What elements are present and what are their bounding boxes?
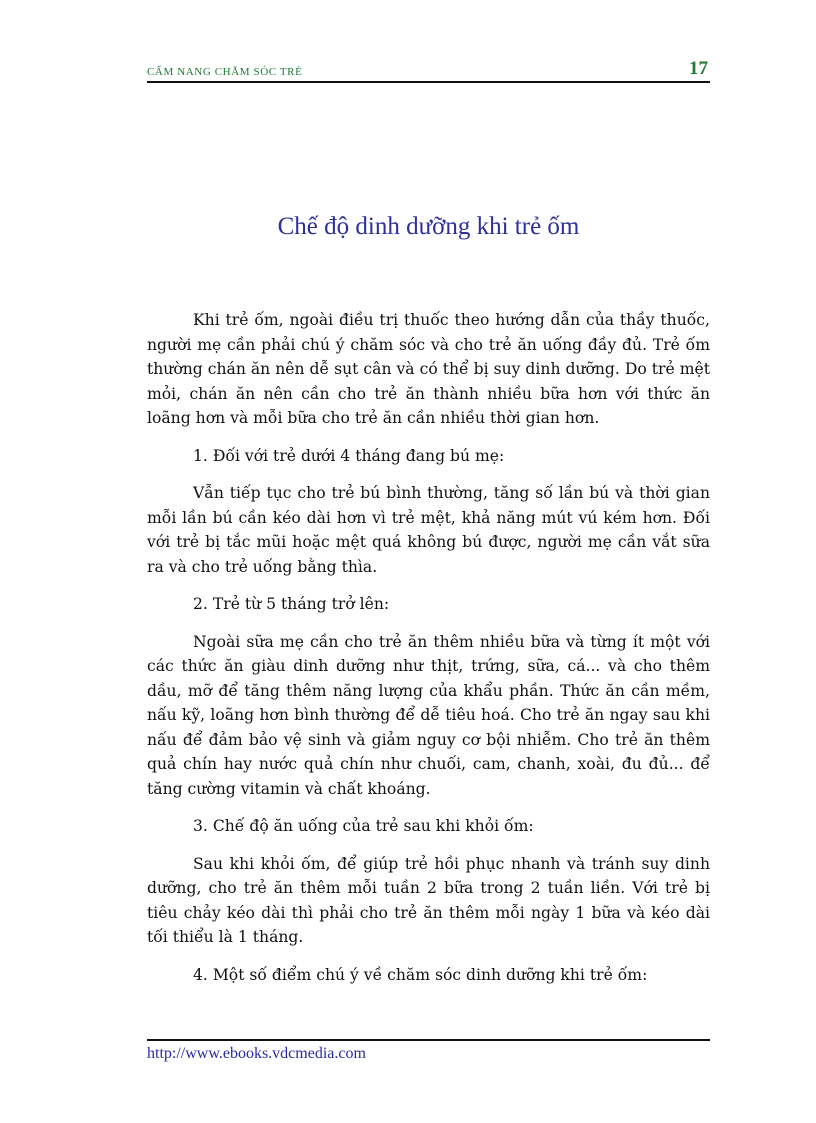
body-text [147,308,710,1000]
section-paragraph-1: Vẫn tiếp tục cho trẻ bú bình thường, tăng số lần bú và thời gian mỗi lần bú cần kéo dài hơn vì trẻ mệt, khả năng mút vú kém hơn. Đối với trẻ bị tắc mũi hoặc mệt quá không bú được, người mẹ cần vắt sữa ra và cho trẻ uống bằng thìa. [147,484,710,576]
section-paragraph-3: Sau khi khỏi ốm, để giúp trẻ hồi phục nhanh và tránh suy dinh dưỡng, cho trẻ ăn thêm mỗi tuần 2 bữa trong 2 tuần liền. Với trẻ bị tiêu chảy kéo dài thì phải cho trẻ ăn thêm mỗi ngày 1 bữa và kéo dài tối thiểu là 1 tháng. [147,854,710,946]
section-paragraph-2: Ngoài sữa mẹ cần cho trẻ ăn thêm nhiều bữa và từng ít một với các thức ăn giàu dinh dưỡng như thịt, trứng, sữa, cá... và cho thêm dầu, mỡ để tăng thêm năng lượng của khẩu phần. Thức ăn cần mềm, nấu kỹ, loãng hơn bình thường để dễ tiêu hoá. Cho trẻ ăn ngay sau khi nấu để đảm bảo vệ sinh và giảm nguy cơ bội nhiễm. Cho trẻ ăn thêm quả chín hay nước quả chín như chuối, cam, chanh, xoài, đu đủ... để tăng cường vitamin và chất khoáng. [147,632,710,798]
footer-website-link[interactable]: http://www.ebooks.vdcmedia.com [147,1045,366,1062]
chapter-title: Chế độ dinh dưỡng khi trẻ ốm [277,213,580,240]
section-heading-3: 3. Chế độ ăn uống của trẻ sau khi khỏi ốm: [193,817,534,835]
section-heading-1: 1. Đối với trẻ dưới 4 tháng đang bú mẹ: [193,446,505,465]
footer-divider [147,1039,710,1041]
section-heading-2: 2. Trẻ từ 5 tháng trở lên: [193,595,390,613]
intro-paragraph: Khi trẻ ốm, ngoài điều trị thuốc theo hướng dẫn của thầy thuốc, người mẹ cần phải chú ý chăm sóc và cho trẻ ăn uống đầy đủ. Trẻ ốm thường chán ăn nên dễ sụt cân và có thể bị suy dinh dưỡng. Do trẻ mệt mỏi, chán ăn nên cần cho trẻ ăn thành nhiều bữa hơn với thức ăn loãng hơn và mỗi bữa cho trẻ ăn cần nhiều thời gian hơn. [147,311,710,427]
section-heading-4: 4. Một số điểm chú ý về chăm sóc dinh dưỡng khi trẻ ốm: [193,965,648,984]
header-divider [147,81,710,83]
page-header [147,58,710,82]
running-header-title: CẨM NANG CHĂM SÓC TRẺ [147,66,303,78]
page-number: 17 [689,58,708,79]
